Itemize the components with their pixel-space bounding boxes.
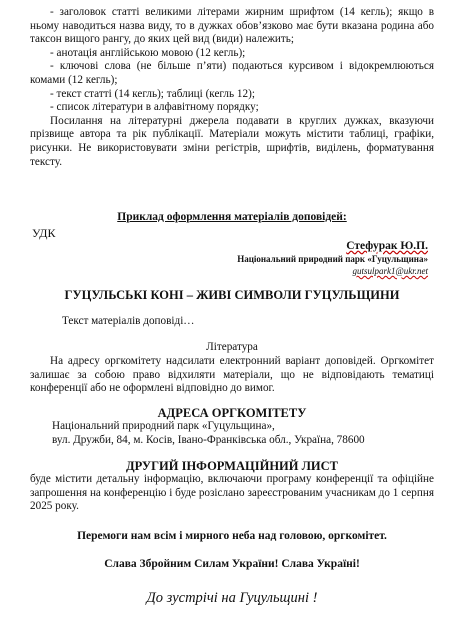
udk-label: УДК [32, 226, 56, 240]
requirement-item: - ключові слова (не більше п’яти) подаються курсивом і відокремлюються комами (12 кегль); [30, 60, 434, 86]
address-heading: АДРЕСА ОРГКОМІТЕТУ [157, 406, 307, 420]
second-letter-heading: ДРУГИЙ ІНФОРМАЦІЙНИЙ ЛИСТ [125, 459, 339, 473]
example-heading: Приклад оформлення матеріалів доповідей: [117, 211, 347, 223]
article-title: ГУЦУЛЬСЬКІ КОНІ – ЖИВІ СИМВОЛИ ГУЦУЛЬЩИНИ [64, 288, 400, 302]
article-text-placeholder: Текст матеріалів доповіді… [62, 315, 195, 327]
requirement-item: - заголовок статті великими літерами жирним шрифтом (14 кегль); якщо в ньому наводиться назва виду, то в дужках обов’язково має бути вказана родина або таксон вищого рангу, до яких цей вид (види) належить; [30, 6, 434, 46]
second-letter-text: буде містити детальну інформацію, включаючи програму конференції та офіційне запрошення на конференцію і буде розіслано зареєстрованим учасникам до 1 серпня 2025 року. [30, 473, 434, 513]
closing-line: Слава Збройним Силам України! Слава Україні! [104, 558, 360, 570]
literature-label: Література [206, 341, 258, 353]
requirement-item: - текст статті (14 кегль); таблиці (кегль 12); [50, 87, 255, 100]
requirement-item: - анотація англійською мовою (12 кегль); [50, 46, 246, 59]
author-email: gutsulpark1@ukr.net [352, 266, 428, 276]
closing-farewell: До зустрічі на Гуцульщині ! [146, 590, 318, 606]
closing-line: Перемоги нам всім і мирного неба над головою, оргкомітет. [77, 530, 387, 542]
requirement-item: - список літератури в алфавітному порядку; [50, 101, 259, 114]
references-paragraph: Посилання на літературні джерела подавати в круглих дужках, вказуючи прізвище автора та рік публікації. Матеріали можуть містити таблиці, графіки, рисунки. Не використовувати зміни регістрів, шрифтів, виділень, форматування тексту. [30, 114, 434, 168]
author-organization: Національний природний парк «Гуцульщина» [237, 254, 428, 264]
submission-paragraph: На адресу оргкомітету надсилати електронний варіант доповідей. Оргкомітет залишає за собою право відхиляти матеріали, що не відповідають тематиці конференції або не оформлені відповідно до вимог. [30, 355, 434, 395]
address-line: вул. Дружби, 84, м. Косів, Івано-Франківська обл., Україна, 78600 [52, 434, 365, 446]
requirements-block [30, 6, 434, 169]
author-name: Стефурак Ю.П. [346, 240, 428, 252]
address-line: Національний природний парк «Гуцульщина», [52, 420, 275, 432]
